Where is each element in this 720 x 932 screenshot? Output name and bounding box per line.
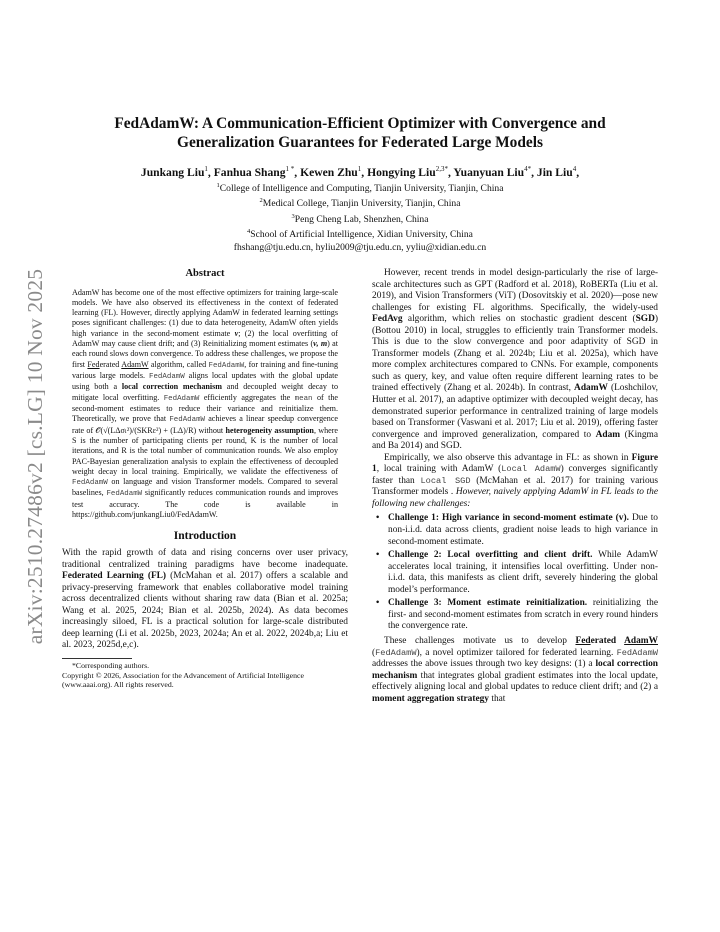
author: Junkang Liu$^1$: [140, 165, 208, 179]
left-column: [62, 268, 348, 690]
author: Hongying Liu$^{2,3*}$: [367, 165, 448, 179]
affiliation: $^1$College of Intelligence and Computing, Tianjin University, Tianjin, China: [216, 182, 504, 195]
paragraph: However, recent trends in model design-particularly the rise of large-scale architectures such as GPT (Radford et al. 2018), RoBERTa (Liu et al. 2019), and Vision Transformers (ViT) (Dosovitskiy et al. 2020)—pose new challenges for existing FL algorithms. Specifically, the widely-used FedAvg algorithm, which relies on stochastic gradient descent (SGD) (Bottou 2010) in local, struggles to efficiently train Transformer models. This is due to the slow convergence and poor adaptivity of SGD in Transformer models (Zhang et al. 2024b; Liu et al. 2025a), which have more complex architectures compared to CNNs. For example, components such as query, key, and value often require different learning rates to be trained effectively (Zhang et al. 2024b). In contrast, AdamW (Loshchilov, Hutter et al. 2017), an adaptive optimizer with decoupled weight decay, has demonstrated superior performance in centralized training of large models based on Transformer (Vaswani et al. 2017; Liu et al. 2019), offering faster convergence and improved generalization, compared to Adam (Kingma and Ba 2014) and SGD.: [372, 268, 658, 452]
author: Jin Liu$^4$: [536, 165, 577, 179]
abstract-heading: Abstract: [185, 268, 225, 279]
paragraph: These challenges motivate us to develop Federated AdamW (FedAdamW), a novel optimizer tailored for federated learning. FedAdamW addresses the above issues through two key designs: (1) a local correction mechanism that integrates global gradient estimates into the local update, effectively aligning local and global updates to reduce client drift; and (2) a moment aggregation strategy that: [372, 635, 659, 704]
footnote: [62, 661, 348, 690]
emails: fhshang@tju.edu.cn, hyliu2009@tju.edu.cn, yyliu@xidian.edu.cn: [233, 241, 487, 253]
footnote-divider: [62, 658, 132, 659]
affiliation: $^4$School of Artificial Intelligence, Xidian University, China: [247, 228, 473, 241]
list-item: • Challenge 2: Local overfitting and client drift. While AdamW accelerates local training, it intensifies local overfitting. Under non-i.i.d. data, this manifests as client drift, severely hindering the global model’s performance.: [376, 550, 658, 595]
list-item: • Challenge 3: Moment estimate reinitialization. reinitializing the first- and second-moment estimates from scratch in every round hinders the convergence rate.: [376, 598, 658, 632]
abstract-body: AdamW has become one of the most effective optimizers for training large-scale models. We have also observed its effectiveness in the context of federated learning (FL). However, directly applying AdamW in federated learning settings poses significant challenges: (1) due to data heterogeneity, AdamW often yields high variance in the second-moment estimate v; (2) the local overfitting of AdamW may cause client drift; and (3) Reinitializing moment estimates (v, m) at each round slows down convergence. To address these challenges, we propose the first Federated AdamW algorithm, called FedAdamW, for training and fine-tuning various large models. FedAdamW aligns local updates with the global update using both a local correction mechanism and decoupled weight decay to mitigate local overfitting. FedAdamW efficiently aggregates the mean of the second-moment estimates to reduce their variance and reinitialize them. Theoretically, we prove that FedAdamW achieves a linear speedup convergence rate of 𝒪(√(LΔσₗ²)/(SKRε²) + (LΔ)/R) without heterogeneity assumption, where S is the number of participating clients per round, K is the number of local iterations, and R is the total number of communication rounds. We also employ PAC-Bayesian generalization analysis to explain the effectiveness of decoupled weight decay in local training. Empirically, we validate the effectiveness of FedAdamW on language and vision Transformer models. Compared to several baselines, FedAdamW significantly reduces communication rounds and improves test accuracy. The code is available in https://github.com/junkangLiu0/FedAdamW.: [72, 287, 339, 520]
title-line-1: FedAdamW: A Communication-Efficient Optimizer with Convergence and: [114, 115, 606, 132]
introduction-heading: Introduction: [173, 530, 237, 543]
paragraph: Empirically, we also observe this advantage in FL: as shown in Figure 1, local training with AdamW (Local AdamW) converges significantly faster than Local SGD (McMahan et al. 2017) for training various Transformer models . However, naively applying AdamW in FL leads to the following new challenges:: [372, 452, 659, 509]
list-item: • Challenge 1: High variance in second-moment estimate (v). Due to non-i.i.d. data across clients, gradient noise leads to high variance in second-moment estimate.: [376, 513, 658, 547]
author: Fanhua Shang$^{1 *}$: [213, 165, 295, 179]
copyright-note: Copyright © 2026, Association for the Advancement of Artificial Intelligence (www.aaai.org). All rights reserved.: [62, 670, 304, 690]
affiliation: $^2$Medical College, Tianjin University, Tianjin, China: [259, 197, 461, 210]
arxiv-identifier: arXiv:2510.27486v2 [cs.LG] 10 Nov 2025: [23, 268, 48, 644]
corresponding-author-note: *Corresponding authors.: [72, 660, 150, 670]
author: Kewen Zhu$^1$: [300, 165, 362, 179]
affiliation-list: [60, 180, 660, 254]
challenge-list: [372, 513, 658, 632]
paper-title: [60, 114, 660, 152]
affiliation: $^3$Peng Cheng Lab, Shenzhen, China: [291, 212, 429, 226]
author-list: Junkang Liu$^1$, Fanhua Shang$^{1 *}$, Kewen Zhu$^1$, Hongying Liu$^{2,3*}$, Yuanyuan Liu$^{4*}$, Jin Liu$^4$,: [140, 165, 580, 179]
convergence-rate: 𝒪(√(LΔσₗ²)/(SKRε²) + (LΔ)/R): [95, 425, 197, 435]
author: Yuanyuan Liu$^{4*}$: [453, 165, 532, 179]
right-column: [372, 268, 658, 705]
introduction-paragraph: With the rapid growth of data and rising concerns over user privacy, traditional centralized training paradigms have become inadequate. Federated Learning (FL) (McMahan et al. 2017) offers a scalable and privacy-preserving framework that enables collaborative model training across decentralized clients without sharing raw data (Bian et al. 2025a; Wang et al. 2025, 2024; Bian et al. 2025b, 2024). As data becomes increasingly siloed, FL is a practical solution for large-scale distributed deep learning (Li et al. 2025b, 2023, 2024a; An et al. 2022, 2024b,a; Liu et al. 2023, 2025d,e,c).: [62, 547, 348, 651]
title-line-2: Generalization Guarantees for Federated Large Models: [176, 134, 544, 151]
arxiv-identifier-stamp: [20, 256, 52, 656]
